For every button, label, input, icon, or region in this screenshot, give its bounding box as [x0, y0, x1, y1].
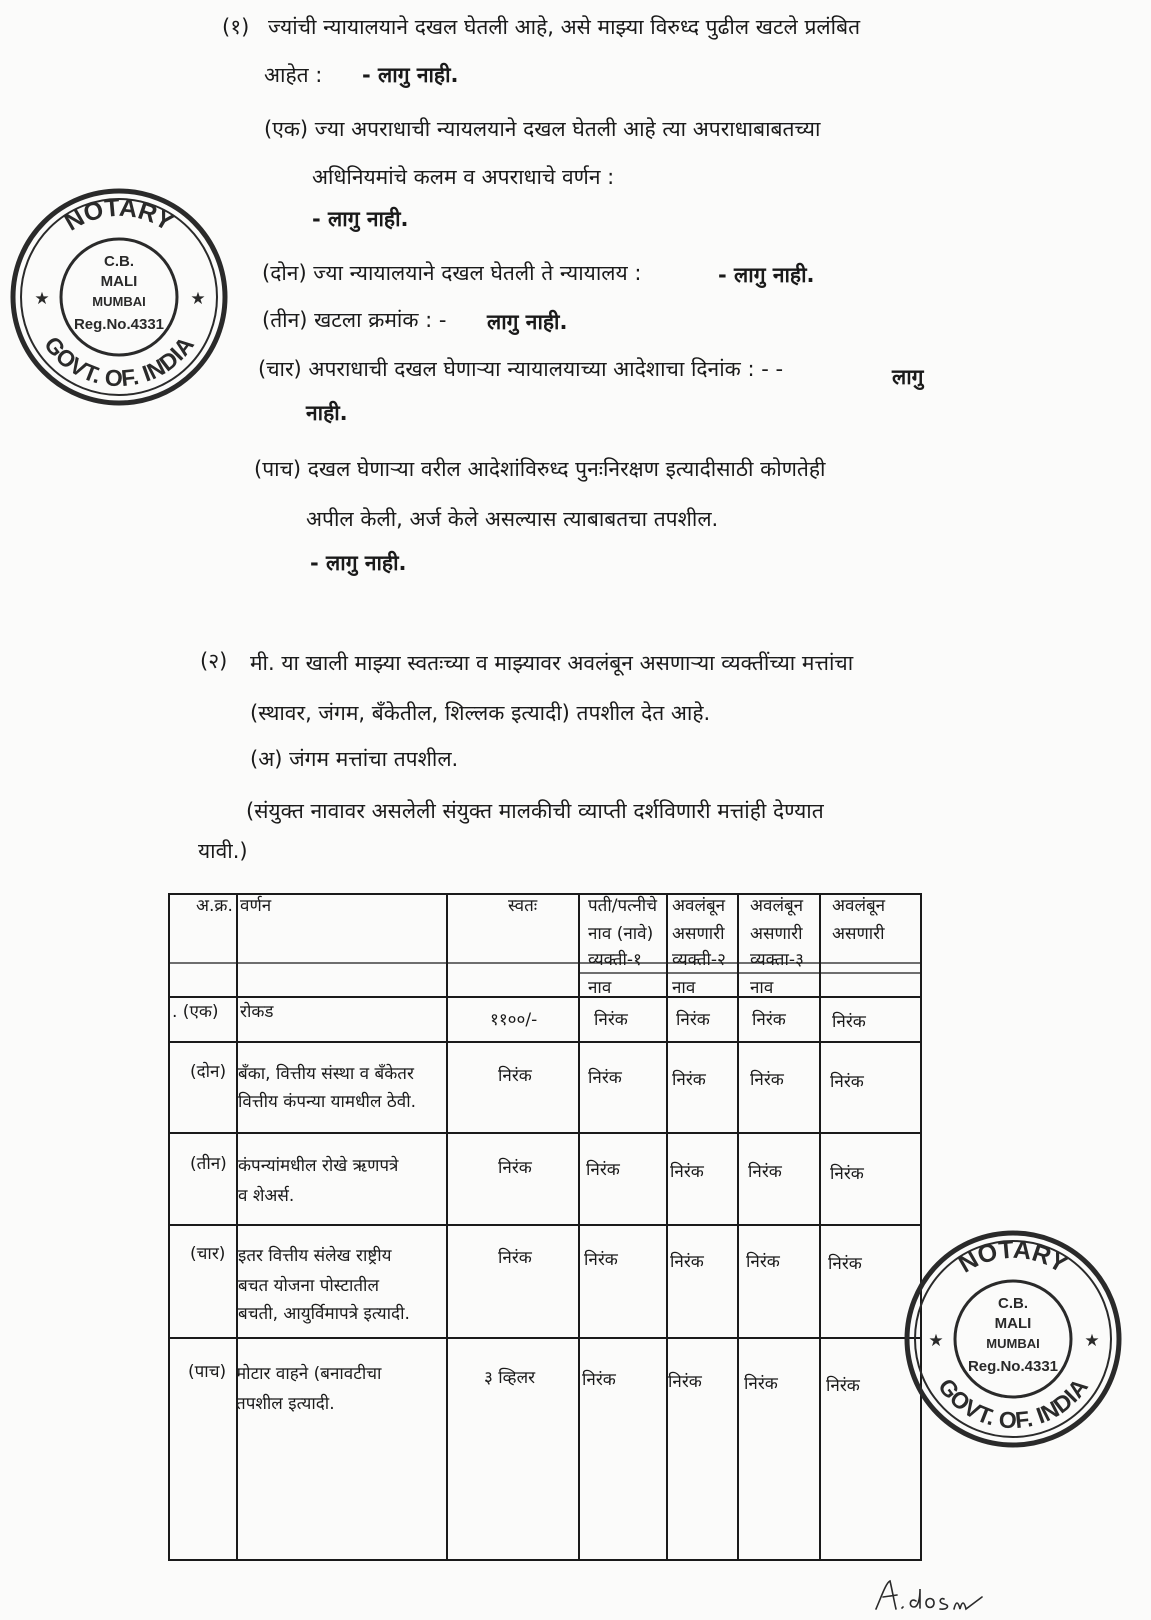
header-dependent2-l3: व्यक्ती-२ — [672, 950, 726, 970]
section1-heading-line2: आहेत : — [264, 63, 323, 87]
table-row-1-c1: निरंक — [594, 1010, 628, 1030]
section2-note-line2: यावी.) — [198, 839, 248, 863]
header-dependent2-l2: असणारी — [672, 924, 725, 944]
stamp-city: MUMBAI — [986, 1336, 1040, 1351]
section1-sub1-answer: - लागु नाही. — [312, 207, 409, 231]
section1-sub3-answer: लागु नाही. — [487, 310, 568, 334]
header-spouse-l3: व्यक्ती-१ — [588, 950, 642, 970]
section1-sub4-answer-a: लागु — [892, 365, 924, 389]
table-row-3-desc-l2: व शेअर्स. — [238, 1186, 295, 1206]
header-description: वर्णन — [240, 896, 272, 916]
stamp-name: C.B. — [104, 253, 134, 270]
table-row-5-desc-l1: मोटार वाहने (बनावटीचा — [236, 1364, 382, 1384]
section1-heading-answer: - लागु नाही. — [362, 63, 459, 87]
section1-sub3: (तीन) खटला क्रमांक : - — [262, 308, 447, 332]
section2-note-line1: (संयुक्त नावावर असलेली संयुक्त मालकीची व्याप्ती दर्शविणारी मत्तांही देण्यात — [246, 799, 824, 823]
stamp-reg: Reg.No.4331 — [73, 316, 165, 333]
table-row-3-sr: (तीन) — [190, 1154, 227, 1174]
header-dependent4-l1: अवलंबून — [832, 896, 886, 916]
table-row-5-c4: निरंक — [826, 1376, 860, 1396]
stamp-top-arc-text: NOTARY — [953, 1235, 1073, 1279]
stamp-star-left-icon: ★ — [34, 289, 50, 309]
table-row-3-self: निरंक — [498, 1158, 532, 1178]
section2-heading-line1: मी. या खाली माझ्या स्वतःच्या व माझ्यावर अवलंबून असणाऱ्या व्यक्तींच्या मत्तांचा — [250, 651, 854, 675]
table-row-4-self: निरंक — [498, 1248, 532, 1268]
section1-sub2: (दोन) ज्या न्यायालयाने दखल घेतली ते न्यायालय : — [262, 261, 642, 285]
stamp-surname: MALI — [994, 1315, 1032, 1332]
header-self: स्वतः — [508, 896, 538, 916]
table-row-4-c2: निरंक — [670, 1252, 704, 1272]
section1-sub4-answer-b: नाही. — [306, 401, 348, 425]
section1-sub2-answer: - लागु नाही. — [718, 263, 815, 287]
header-dependent3-l1: अवलंबून — [750, 896, 804, 916]
table-row-5-sr: (पाच) — [188, 1362, 227, 1382]
header-dependent4-l2: असणारी — [832, 924, 885, 944]
table-row-5-c3: निरंक — [744, 1374, 778, 1394]
section2-heading-line2: (स्थावर, जंगम, बँकेतील, शिल्लक इत्यादी) तपशील देत आहे. — [250, 701, 711, 725]
stamp-star-right-icon: ★ — [1084, 1331, 1100, 1351]
table-row-1-self: ११००/- — [490, 1010, 538, 1030]
table-row-4-c1: निरंक — [584, 1250, 618, 1270]
section2-sub-a: (अ) जंगम मत्तांचा तपशील. — [250, 747, 459, 771]
stamp-city: MUMBAI — [92, 294, 146, 309]
table-row-1-c4: निरंक — [832, 1012, 866, 1032]
table-row-3-c3: निरंक — [748, 1162, 782, 1182]
header-dependent3-l3: व्यक्ता-३ — [750, 950, 804, 970]
table-row-2-c4: निरंक — [830, 1072, 864, 1092]
table-row-3-desc-l1: कंपन्यांमधील रोखे ऋणपत्रे — [238, 1156, 399, 1176]
table-row-5-desc-l2: तपशील इत्यादी. — [236, 1394, 335, 1414]
stamp-name: C.B. — [998, 1295, 1028, 1312]
stamp-star-left-icon: ★ — [928, 1331, 944, 1351]
table-row-2-desc-l1: बँका, वित्तीय संस्था व बँकेतर — [238, 1064, 414, 1084]
section1-sub5-line1: (पाच) दखल घेणाऱ्या वरील आदेशांविरुध्द पुनःनिरक्षण इत्यादीसाठी कोणतेही — [254, 457, 826, 481]
header-dependent2-l1: अवलंबून — [672, 896, 726, 916]
stamp-bottom-arc-text: GOVT. OF. INDIA — [933, 1373, 1093, 1434]
table-row-3-c1: निरंक — [586, 1160, 620, 1180]
stamp-star-right-icon: ★ — [190, 289, 206, 309]
stamp-bottom-arc-text: GOVT. OF. INDIA — [39, 331, 199, 392]
header-spouse-l1: पती/पत्नीचे — [588, 896, 657, 916]
table-grid — [168, 893, 938, 1563]
signature — [870, 1575, 990, 1615]
table-row-1-desc: रोकड — [240, 1002, 274, 1022]
table-row-1-c3: निरंक — [752, 1010, 786, 1030]
notary-stamp-top — [8, 186, 230, 408]
stamp-surname: MALI — [100, 273, 138, 290]
header-dependent3-l2: असणारी — [750, 924, 803, 944]
header-dependent3-l4: नाव — [750, 978, 774, 998]
table-row-2-desc-l2: वित्तीय कंपन्या यामधील ठेवी. — [238, 1092, 417, 1112]
stamp-top-arc-text: NOTARY — [59, 193, 179, 237]
table-row-5-c1: निरंक — [582, 1370, 616, 1390]
table-row-1-sr: . (एक) — [172, 1002, 219, 1022]
section1-heading-line1: ज्यांची न्यायालयाने दखल घेतली आहे, असे माझ्या विरुध्द पुढील खटले प्रलंबित — [268, 15, 861, 39]
table-row-2-c3: निरंक — [750, 1070, 784, 1090]
table-row-1-c2: निरंक — [676, 1010, 710, 1030]
table-row-2-c1: निरंक — [588, 1068, 622, 1088]
table-row-2-sr: (दोन) — [190, 1062, 227, 1082]
section1-heading-number: (१) — [222, 15, 250, 39]
table-row-3-c2: निरंक — [670, 1162, 704, 1182]
table-row-4-desc-l2: बचत योजना पोस्टातील — [238, 1276, 379, 1296]
table-row-4-sr: (चार) — [190, 1244, 226, 1264]
header-sr: अ.क्र. — [196, 896, 233, 916]
table-row-4-desc-l3: बचती, आयुर्विमापत्रे इत्यादी. — [238, 1304, 410, 1324]
header-dependent2-l4: नाव — [672, 978, 696, 998]
table-row-2-c2: निरंक — [672, 1070, 706, 1090]
table-row-4-c3: निरंक — [746, 1252, 780, 1272]
table-row-4-desc-l1: इतर वित्तीय संलेख राष्ट्रीय — [238, 1246, 392, 1266]
table-row-3-c4: निरंक — [830, 1164, 864, 1184]
table-row-5-c2: निरंक — [668, 1372, 702, 1392]
header-spouse-l4: नाव — [588, 978, 612, 998]
section1-sub5-answer: - लागु नाही. — [310, 551, 407, 575]
section1-sub1-line2: अधिनियमांचे कलम व अपराधाचे वर्णन : — [312, 165, 615, 189]
section1-sub1-line1: (एक) ज्या अपराधाची न्यायलयाने दखल घेतली आहे त्या अपराधाबाबतच्या — [264, 117, 821, 141]
section1-sub5-line2: अपील केली, अर्ज केले असल्यास त्याबाबतचा तपशील. — [306, 507, 719, 531]
header-spouse-l2: नाव (नावे) — [588, 924, 654, 944]
movable-assets-table — [168, 893, 938, 1563]
table-row-2-self: निरंक — [498, 1066, 532, 1086]
section1-sub4: (चार) अपराधाची दखल घेणाऱ्या न्यायालयाच्या आदेशाचा दिनांक : - - — [258, 357, 784, 381]
table-row-4-c4: निरंक — [828, 1254, 862, 1274]
section2-heading-number: (२) — [200, 649, 228, 673]
notary-stamp-bottom — [902, 1228, 1124, 1450]
stamp-reg: Reg.No.4331 — [967, 1358, 1059, 1375]
table-row-5-self: ३ व्हिलर — [484, 1368, 536, 1388]
